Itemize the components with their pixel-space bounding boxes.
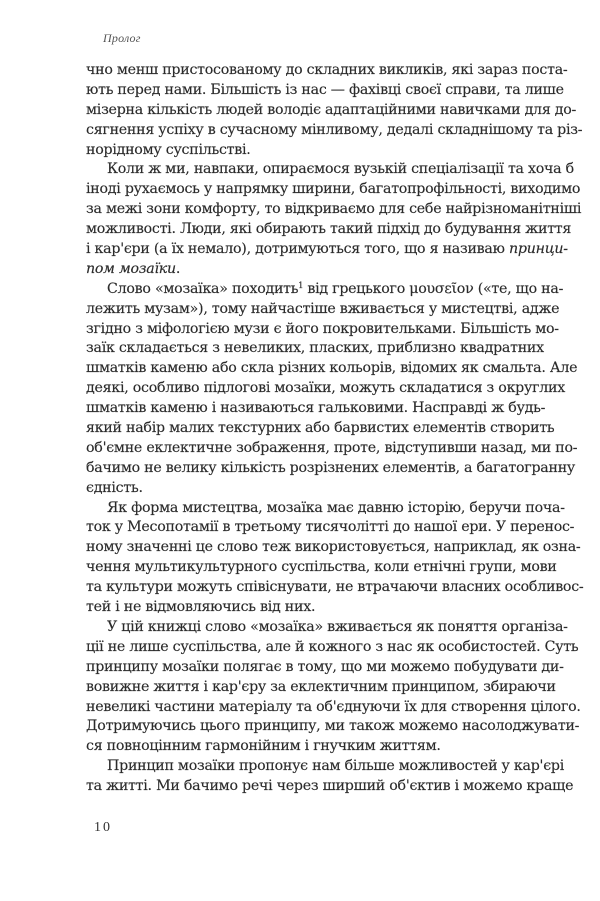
- body-text: [86, 61, 584, 797]
- text-line: єдність.: [86, 479, 143, 496]
- text-line-paragraph-start: Принцип мозаїки пропонує нам більше можливостей у кар'єрі: [107, 758, 565, 775]
- text-line: згідно з міфологією музи є його покровительками. Більшість мо-: [86, 320, 559, 337]
- text-line: та культури можуть співіснувати, не втрачаючи власних особливос-: [86, 579, 584, 596]
- text-line: ють перед нами. Більшість із нас — фахівці своєї справи, та лише: [86, 81, 564, 98]
- text-line-paragraph-start: Коли ж ми, навпаки, опираємося вузькій спеціалізації та хоча б: [107, 161, 574, 178]
- text-line: сягнення успіху в сучасному мінливому, дедалі складнішому та різ-: [86, 121, 583, 138]
- text-line: ся повноцінним гармонійним і гнучким життям.: [86, 738, 441, 755]
- text-line: який набір малих текстурних або барвистих елементів створить: [86, 420, 555, 437]
- text-line: [86, 240, 568, 260]
- italic-term: принци-: [509, 241, 568, 258]
- text-line-paragraph-start: У цій книжці слово «мозаїка» вживається як поняття організа-: [107, 618, 568, 635]
- footnote-marker[interactable]: 1: [298, 280, 304, 290]
- text-line: Дотримуючись цього принципу, ми також можемо насолоджувати-: [86, 718, 580, 735]
- text-line: чно менш пристосованому до складних викликів, які зараз поста-: [86, 62, 568, 78]
- text-line: вовижне життя і кар'єру за еклектичним принципом, збираючи: [86, 678, 556, 695]
- text-line: можливості. Люди, які обирають такий підхід до будування життя: [86, 221, 572, 238]
- text-line: чення мультикультурного суспільства, коли етнічні групи, мови: [86, 559, 557, 576]
- italic-term: пом мозаїки: [86, 260, 176, 277]
- text-line: та житті. Ми бачимо речі через ширший об'єктив і можемо краще: [86, 778, 574, 795]
- text-line: ному значенні це слово теж використовується, наприклад, як озна-: [86, 539, 581, 556]
- text-line: тей і не відмовляючись від них.: [86, 599, 316, 616]
- text-line: за межі зони комфорту, то відкриваємо для себе найрізноманітніші: [86, 201, 582, 218]
- text-line: бачимо не велику кількість розрізнених елементів, а багатогранну: [86, 459, 576, 476]
- text-line: мізерна кількість людей володіє адаптаційними навичками для до-: [86, 101, 577, 118]
- text-line: шматків каменю або скла різних кольорів, відомих як смальта. Але: [86, 360, 578, 377]
- text-line: невеликі частини матеріалу та об'єднуючи їх для створення цілого.: [86, 698, 581, 715]
- page-number: 10: [94, 820, 112, 835]
- text-line: заїк складається з невеликих, пласких, приблизно квадратних: [86, 340, 544, 357]
- text-line: ції не лише суспільства, але й кожного з нас як особистостей. Суть: [86, 638, 579, 655]
- text-segment: .: [175, 260, 181, 277]
- text-line: лежить музам»), тому найчастіше вживається у мистецтві, адже: [86, 300, 560, 317]
- text-line: шматків каменю і називаються гальковими. Насправді ж будь-: [86, 400, 546, 417]
- text-segment: і кар'єри (а їх немало), дотримуються того, що я називаю: [86, 241, 509, 258]
- text-segment: Слово «мозаїка» походить: [107, 280, 299, 297]
- text-line: ток у Месопотамії в третьому тисячолітті до нашої ери. У перенос-: [86, 519, 575, 536]
- text-line: об'ємне еклектичне зображення, проте, відступивши назад, ми по-: [86, 439, 578, 456]
- text-segment: від грецького μουσεῖον («те, що на-: [303, 280, 564, 297]
- text-line: деякі, особливо підлогові мозаїки, можуть складатися з округлих: [86, 380, 566, 397]
- text-line-paragraph-start: Як форма мистецтва, мозаїка має давню історію, беручи поча-: [107, 499, 565, 516]
- text-line: принципу мозаїки полягає в тому, що ми можемо побудувати ди-: [86, 658, 564, 675]
- text-line: [86, 260, 541, 280]
- text-line-paragraph-start: [86, 280, 564, 300]
- running-head: Пролог: [103, 31, 141, 45]
- text-line: норідному суспільстві.: [86, 141, 251, 158]
- text-line: іноді рухаємось у напрямку ширини, багатопрофільності, виходимо: [86, 181, 581, 198]
